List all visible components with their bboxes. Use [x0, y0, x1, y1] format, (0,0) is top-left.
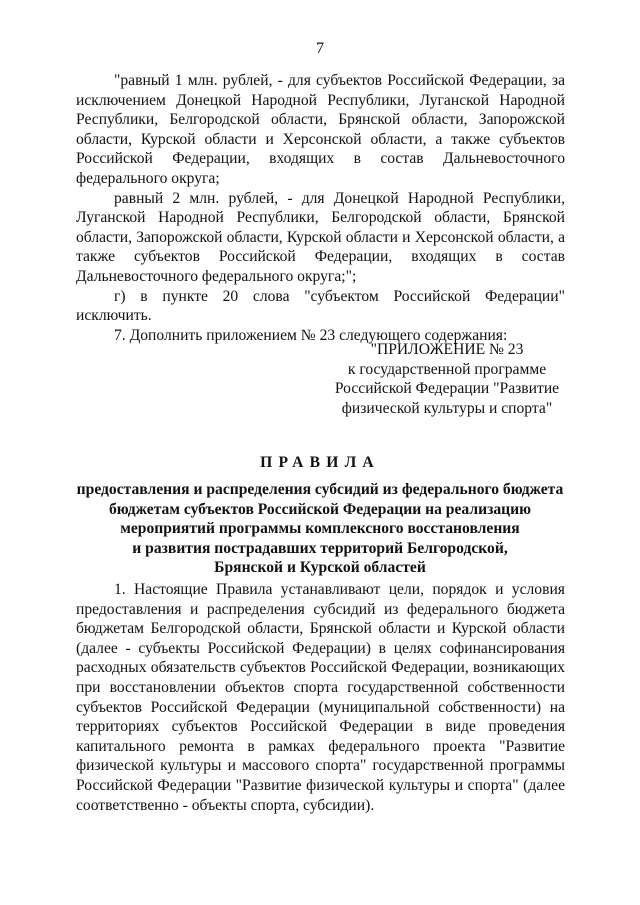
rules-heading: ПРАВИЛА — [260, 454, 380, 471]
appendix-ref-line: "ПРИЛОЖЕНИЕ № 23 — [370, 341, 524, 358]
paragraph-item-g: г) в пункте 20 слова "субъектом Российской Федерации" исключить. — [76, 287, 565, 325]
rules-subtitle-line: Брянской и Курской областей — [214, 559, 426, 577]
rules-subtitle — [60, 480, 580, 578]
paragraph-item-7: 7. Дополнить приложением № 23 следующего содержания: — [114, 326, 508, 344]
rules-text — [76, 580, 565, 815]
appendix-reference — [330, 340, 564, 418]
paragraph-threshold-1mln: "равный 1 млн. рублей, - для субъектов Российской Федерации, за исключением Донецкой Народной Республики, Луганской Народной Республики, Белгородской области, Брянской области, Запорожской области, Курской области и Херсонской области, а также субъектов Российской Федерации, входящих в состав Дальневосточного федерального округа; — [76, 72, 565, 187]
rules-subtitle-line: мероприятий программы комплексного восстановления — [120, 520, 520, 538]
rules-subtitle-line: предоставления и распределения субсидий из федерального бюджета — [76, 481, 564, 498]
rules-paragraph-1: 1. Настоящие Правила устанавливают цели, порядок и условия предоставления и распределения субсидий из федерального бюджета бюджетам Белгородской области, Брянской области и Курской области (далее - субъекты Российской Федерации) в целях софинансирования расходных обязательств субъектов Российской Федерации, возникающих при восстановлении объектов спорта государственной собственности субъектов Российской Федерации (муниципальной собственности) на территориях субъектов Российской Федерации в виде проведения капитального ремонта в рамках федерального проекта "Развитие физической культуры и массового спорта" государственной программы Российской Федерации "Развитие физической культуры и спорта" (далее соответственно - объекты спорта, субсидии). — [76, 581, 565, 814]
appendix-ref-line: физической культуры и спорта" — [341, 399, 553, 417]
paragraph-threshold-2mln: равный 2 млн. рублей, - для Донецкой Народной Республики, Луганской Народной Республики, Белгородской области, Брянской области, Запорожской области, Курской области и Херсонской области, а также субъектов Российской Федерации, входящих в состав Дальневосточного федерального округа;"; — [76, 189, 565, 285]
appendix-ref-line: Российской Федерации "Развитие — [334, 380, 560, 398]
appendix-ref-line: к государственной программе — [347, 360, 547, 378]
rules-subtitle-line: бюджетам субъектов Российской Федерации на реализацию — [108, 500, 532, 518]
page-number: 7 — [316, 40, 324, 57]
rules-subtitle-line: и развития пострадавших территорий Белгородской, — [132, 539, 508, 557]
amendment-text — [76, 71, 565, 345]
